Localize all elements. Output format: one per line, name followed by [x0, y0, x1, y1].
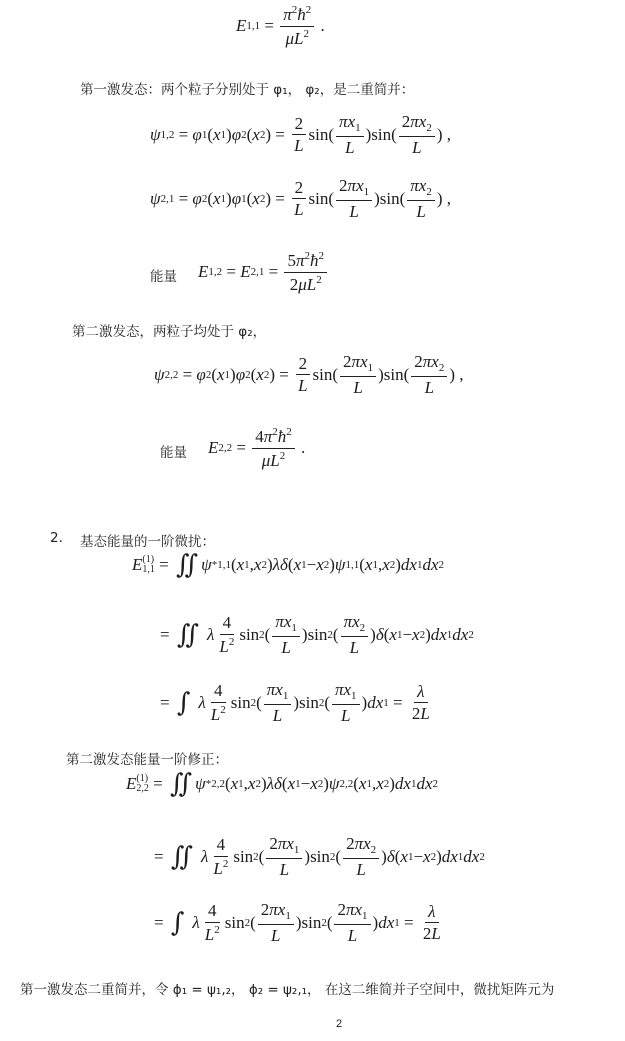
- equation-ground-step-2: = ∬ λ $\frac{4}{L^2}$ sin 2 ( $\frac{\pi x_1}{L}$ )sin 2 ( $\frac{\pi x_2}{L}$ ) δ ( x 1 − x 2 ) dx 1 dx 2: [160, 612, 474, 657]
- equation-second-excited-step-2: = ∬ λ $\frac{4}{L^2}$ sin 2 ( $\frac{2\pi x_1}{L}$ )sin 2 ( $\frac{2\pi x_2}{L}$ ) δ ( x 1 − x 2 ) dx 1 dx 2: [154, 834, 485, 879]
- energy-label-first: 能量: [150, 269, 177, 285]
- equation-second-excited-energy: E 2,2 = $\frac{4\pi^2ħ^2}{\mu L^2}$ .: [208, 426, 306, 470]
- equation-ground-step-3: = ∫ λ $\frac{4}{L^2}$ sin 2 ( $\frac{\pi x_1}{L}$ )sin 2 ( $\frac{\pi x_1}{L}$ ) dx 1 = $\frac{\lambda}{2L}$: [160, 680, 430, 725]
- equation-psi-2-1: ψ 2,1 = φ 2 ( x 1 ) φ 1 ( x 2 ) = $\frac{2}{L}$ sin( $\frac{2\pi x_1}{L}$ )sin( $\frac{\pi x_2}{L}$ ) ,: [150, 176, 452, 221]
- page-number: 2: [336, 1018, 343, 1030]
- degenerate-subspace-intro: 第一激发态二重简并，令 ϕ₁ = ψ₁,₂， ϕ₂ = ψ₂,₁， 在这二维简并子空间中，微扰矩阵元为: [20, 982, 555, 998]
- item-number: 2.: [50, 530, 63, 546]
- equation-psi-1-2: ψ 1,2 = φ 1 ( x 1 ) φ 2 ( x 2 ) = $\frac{2}{L}$ sin( $\frac{\pi x_1}{L}$ )sin( $\frac{2\pi x_2}{L}$ ) ,: [150, 112, 452, 157]
- equation-first-excited-energy: E 1,2 = E 2,1 = $\frac{5\pi^2ħ^2}{2\mu L^2}$: [198, 250, 329, 294]
- equation-ground-energy: E 1,1 = $\frac{\pi^2ħ^2}{\mu L^2}$ .: [236, 4, 325, 48]
- equation-second-excited-first-order: E (1) 2,2 = ∬ ψ * 2,2 ( x 1 , x 2 ) λδ ( x 1 − x 2 ) ψ 2,2 ( x 1 , x 2 ) dx 1 dx 2: [126, 769, 439, 799]
- first-excited-intro: 第一激发态：两个粒子分别处于 φ₁， φ₂，是二重简并：: [80, 82, 415, 98]
- second-excited-intro: 第二激发态，两粒子均处于 φ₂，: [72, 324, 267, 340]
- second-excited-correction-label: 第二激发态能量一阶修正：: [66, 752, 228, 768]
- energy-label-second: 能量: [160, 445, 187, 461]
- item-title: 基态能量的一阶微扰：: [80, 534, 215, 550]
- equation-ground-first-order: E (1) 1,1 = ∬ ψ * 1,1 ( x 1 , x 2 ) λδ ( x 1 − x 2 ) ψ 1,1 ( x 1 , x 2 ) dx 1 dx 2: [132, 550, 445, 580]
- equation-psi-2-2: ψ 2,2 = φ 2 ( x 1 ) φ 2 ( x 2 ) = $\frac{2}{L}$ sin( $\frac{2\pi x_1}{L}$ )sin( $\frac{2\pi x_2}{L}$ ) ,: [154, 352, 464, 397]
- equation-second-excited-step-3: = ∫ λ $\frac{4}{L^2}$ sin 2 ( $\frac{2\pi x_1}{L}$ )sin 2 ( $\frac{2\pi x_1}{L}$ ) dx 1 = $\frac{\lambda}{2L}$: [154, 900, 441, 945]
